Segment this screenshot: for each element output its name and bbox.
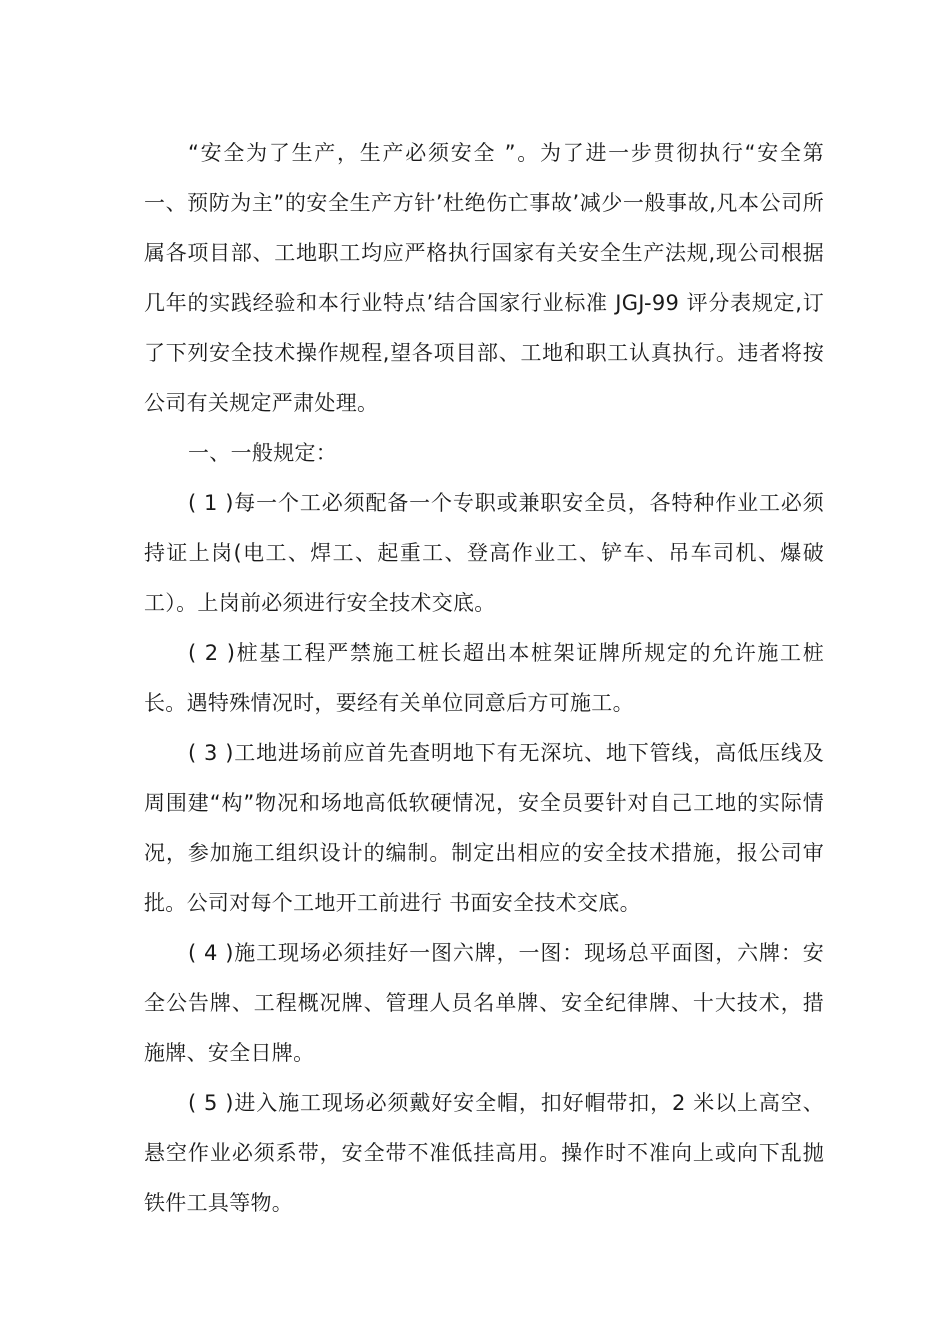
intro-paragraph: “安全为了生产，生产必须安全 ”。为了进一步贯彻执行“安全第一、预防为主”的安全生产方针’杜绝伤亡事故’减少一般事故,凡本公司所属各项目部、工地职工均应严格执行国家有关安全生产法规,现公司根据几年的实践经验和本行业特点’结合国家行业标准 JGJ-99 评分表规定,订了下列安全技术操作规程,望各项目部、工地和职工认真执行。违者将按公司有关规定严肃处理。	[144, 141, 824, 415]
section-heading-general-rules: 一、一般规定：	[188, 441, 338, 465]
rule-paragraph-5: ( 5 )进入施工现场必须戴好安全帽，扣好帽带扣，2 米以上高空、悬空作业必须系带，安全带不准低挂高用。操作时不准向上或向下乱抛铁件工具等物。	[144, 1091, 824, 1215]
rule-paragraph-2: ( 2 )桩基工程严禁施工桩长超出本桩架证牌所规定的允许施工桩长。遇特殊情况时，要经有关单位同意后方可施工。	[144, 641, 824, 715]
document-body	[144, 128, 824, 1228]
rule-paragraph-4: ( 4 )施工现场必须挂好一图六牌，一图：现场总平面图，六牌：安全公告牌、工程概况牌、管理人员名单牌、安全纪律牌、十大技术，措施牌、安全日牌。	[144, 941, 824, 1065]
rule-paragraph-3: ( 3 )工地进场前应首先查明地下有无深坑、地下管线，高低压线及周围建“构”物况和场地高低软硬情况，安全员要针对自己工地的实际情况，参加施工组织设计的编制。制定出相应的安全技术措施，报公司审批。公司对每个工地开工前进行 书面安全技术交底。	[144, 741, 824, 915]
rule-paragraph-1: ( 1 )每一个工必须配备一个专职或兼职安全员，各特种作业工必须持证上岗(电工、焊工、起重工、登高作业工、铲车、吊车司机、爆破工）。上岗前必须进行安全技术交底。	[144, 491, 824, 615]
